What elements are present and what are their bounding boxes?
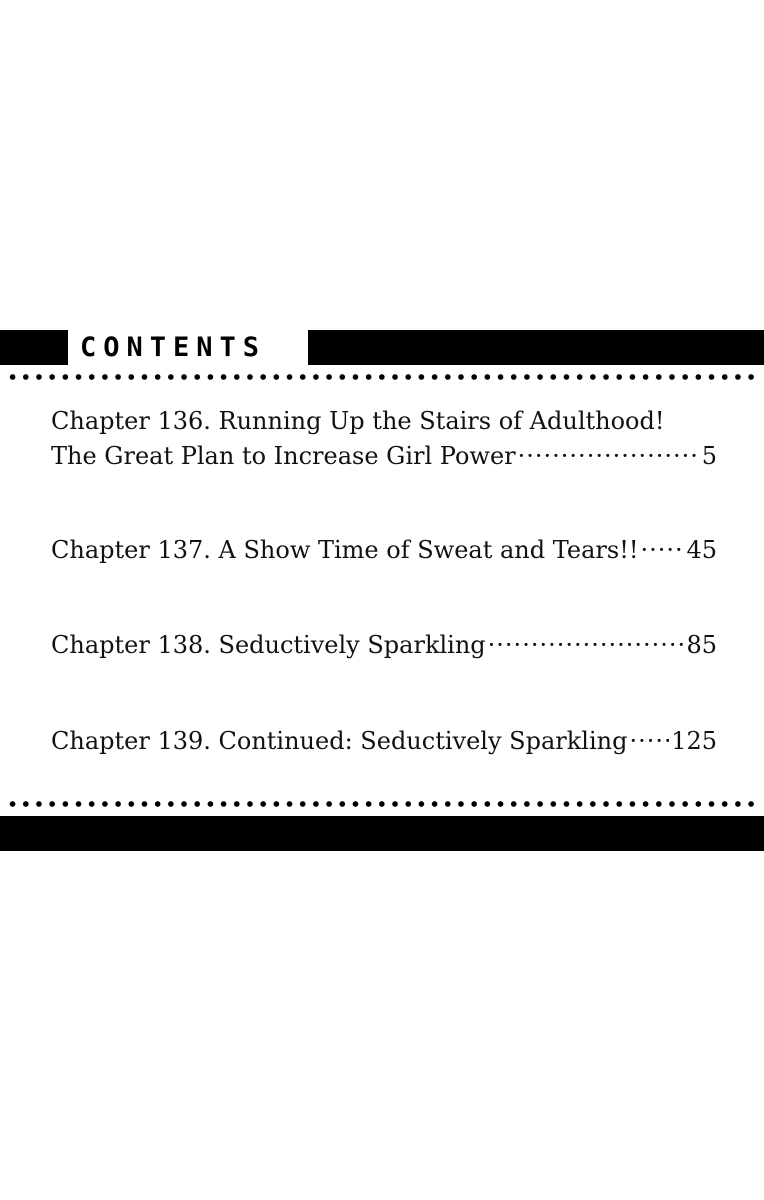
toc-entry-chapter-136[interactable]: [51, 404, 717, 474]
dotted-divider-bottom: [6, 801, 758, 807]
toc-entry-title-line: [51, 404, 717, 439]
toc-entry-title-line: [51, 628, 717, 663]
dot-leader: [640, 533, 684, 568]
toc-entry-page-number: 125: [671, 727, 717, 755]
page-title: CONTENTS: [80, 332, 267, 363]
dot-leader: [518, 439, 700, 474]
dot-leader: [629, 724, 669, 759]
toc-entry-chapter-139[interactable]: [51, 724, 717, 759]
toc-entry-page-number: 85: [686, 631, 717, 659]
toc-entry-page-number: 5: [701, 442, 717, 470]
toc-entry-title: Chapter 137. A Show Time of Sweat and Tears!!: [51, 536, 639, 564]
toc-entry-title: Chapter 138. Seductively Sparkling: [51, 631, 486, 659]
toc-entry-title: Chapter 139. Continued: Seductively Sparkling: [51, 727, 628, 755]
toc-entry-subtitle: The Great Plan to Increase Girl Power: [51, 442, 516, 470]
toc-entry-chapter-138[interactable]: [51, 628, 717, 663]
dotted-divider-top: [6, 374, 758, 380]
toc-entry-title-line: [51, 533, 717, 568]
toc-entry-title: Chapter 136. Running Up the Stairs of Adulthood!: [51, 407, 665, 435]
footer-bar: [0, 816, 764, 851]
toc-entry-page-number: 45: [686, 536, 717, 564]
toc-entry-title-line: [51, 724, 717, 759]
toc-entry-subtitle-line: [51, 439, 717, 474]
dot-leader: [488, 628, 685, 663]
header-bar: [0, 330, 764, 365]
toc-entry-chapter-137[interactable]: [51, 533, 717, 568]
